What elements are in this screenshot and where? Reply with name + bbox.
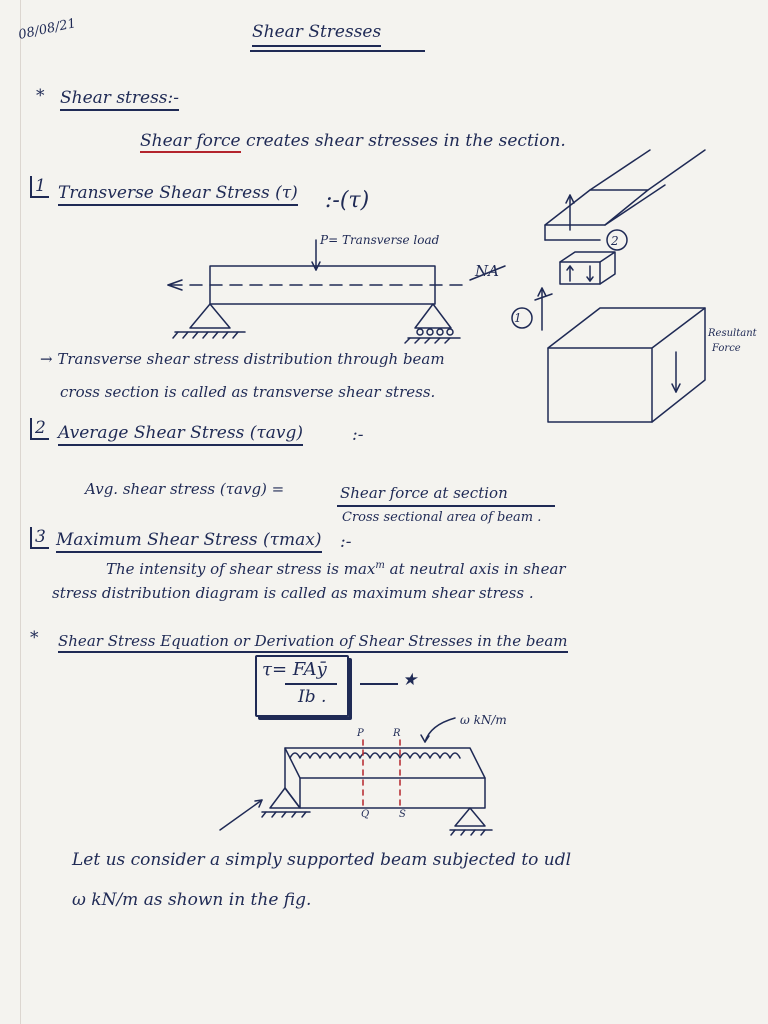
- transverse-symbol: :-(τ): [325, 188, 370, 213]
- point-s-label: S: [399, 809, 406, 820]
- section-number-1: 1: [30, 176, 49, 198]
- section-heading-transverse: Transverse Shear Stress (τ): [58, 183, 298, 206]
- section-number-3: 3: [30, 527, 49, 549]
- section-heading-shear-stress: Shear stress:-: [60, 88, 179, 111]
- circle-1: [512, 308, 532, 328]
- avg-formula-left: Avg. shear stress (τavg) =: [85, 480, 285, 498]
- average-suffix: :-: [352, 425, 364, 445]
- na-pointer: [470, 266, 505, 280]
- left-support: [190, 304, 230, 328]
- point-r-label: R: [393, 728, 401, 739]
- resultant-label-1: Resultant: [708, 328, 757, 339]
- neutral-axis-label: NA: [475, 262, 499, 280]
- transverse-desc-line2: cross section is called as transverse shear stress.: [60, 383, 436, 401]
- point-p-label: P: [357, 728, 364, 739]
- maximum-line2: stress distribution diagram is called as maximum shear stress .: [52, 584, 534, 602]
- date-text: 08/08/21: [17, 16, 78, 43]
- star-bullet-2: *: [30, 628, 39, 648]
- section-heading-maximum: Maximum Shear Stress (τmax): [56, 530, 322, 553]
- circle-2: [607, 230, 627, 250]
- small-element: [560, 262, 600, 284]
- right-support: [415, 304, 451, 328]
- equation-numerator: τ= FAȳ: [262, 659, 327, 680]
- shear-force-term: Shear force: [140, 131, 241, 151]
- section-number-2: 2: [30, 418, 49, 440]
- bottom-text-line2: ω kN/m as shown in the fig.: [72, 890, 312, 910]
- element-label-1: 1: [514, 311, 522, 325]
- equation-star: ★: [402, 670, 418, 690]
- left-hatching: [173, 332, 238, 338]
- udl-label: ω kN/m: [460, 713, 507, 727]
- maximum-suffix: :-: [340, 532, 352, 552]
- section-heading-average: Average Shear Stress (τavg): [58, 423, 303, 446]
- equation-denominator: Ib .: [298, 687, 327, 707]
- page-title: Shear Stresses: [252, 22, 381, 47]
- avg-formula-numerator: Shear force at section: [340, 484, 508, 502]
- maximum-line1-b: at neutral axis in shear: [389, 560, 566, 578]
- section-heading-equation: Shear Stress Equation or Derivation of Shear Stresses in the beam: [58, 632, 568, 653]
- maximum-line1-a: The intensity of shear stress is max: [106, 560, 376, 578]
- bottom-text-line1: Let us consider a simply supported beam subjected to udl: [72, 850, 572, 870]
- load-label: P= Transverse load: [320, 233, 440, 247]
- maximum-line1-sup: m: [375, 560, 385, 571]
- shear-force-rest: creates shear stresses in the section.: [245, 131, 566, 151]
- resultant-label-2: Force: [712, 343, 741, 354]
- element-label-2: 2: [611, 234, 619, 248]
- udl-coils: [290, 753, 460, 758]
- avg-formula-denominator: Cross sectional area of beam .: [342, 510, 542, 525]
- star-bullet: *: [36, 86, 45, 106]
- point-q-label: Q: [361, 809, 370, 820]
- transverse-desc-line1: → Transverse shear stress distribution through beam: [40, 350, 445, 368]
